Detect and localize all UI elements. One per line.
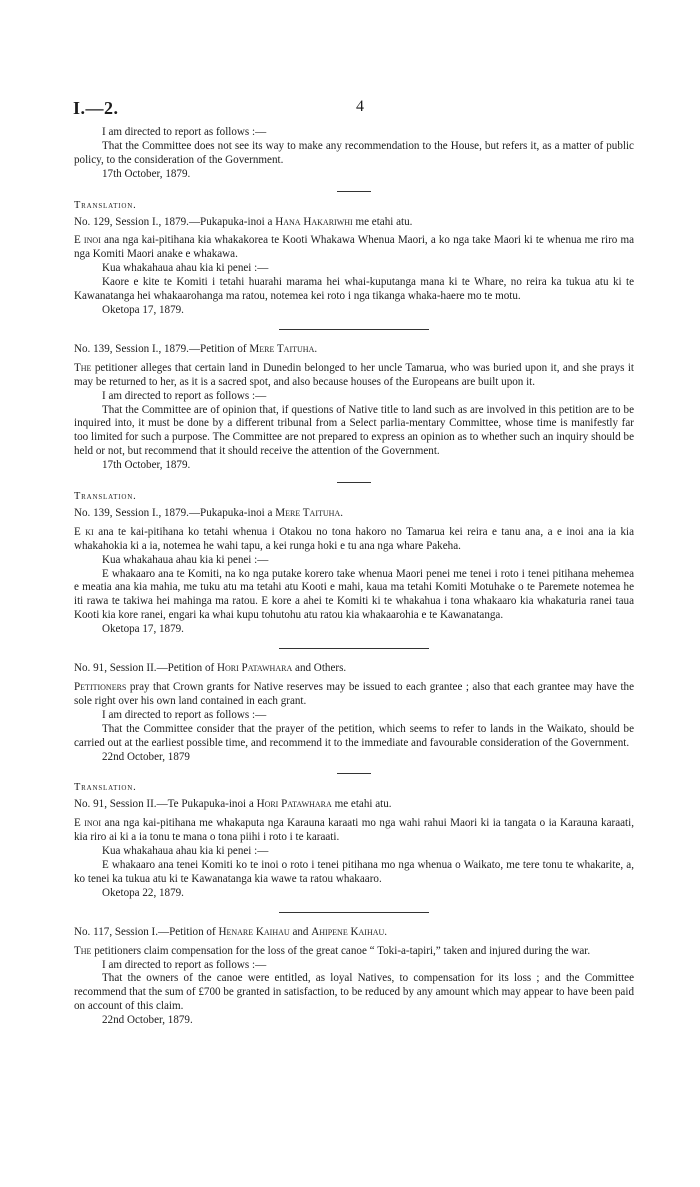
lead-words: Petitioners bbox=[74, 681, 127, 693]
page-header bbox=[73, 98, 633, 118]
report-text: That the Committee are of opinion that, if questions of Native title to land such as are involved in this petition are to be inquired into, it must be done by a different tribunal from a Select parlia-mentary Committee, whose time is manifestly far too limited for such a purpose. The Committee are not prepared to express an opinion as to whether such an inquiry should be held or not, but recommend that it should receive the attention of the Government. bbox=[74, 403, 634, 458]
report-text: E whakaaro ana tenei Komiti ko te inoi o roto i tenei pitihana mo nga whenua o Waikato, me tere tonu te whakarite, a, ko tenei ka tukua atu ki te Kawanatanga kia wawe ta ratou whakaaro. bbox=[74, 858, 634, 885]
report-intro: I am directed to report as follows :— bbox=[102, 958, 267, 971]
petition-body: The petitioners claim compensation for the loss of the great canoe “ Toki-a-tapiri,” taken and injured during the war. bbox=[74, 944, 591, 957]
report-intro: Kua whakahaua ahau kia ki penei :— bbox=[102, 845, 269, 858]
lead-words: E inoi bbox=[74, 817, 102, 830]
petitioner-name: Hori Patawhara bbox=[256, 798, 332, 811]
section-divider bbox=[279, 329, 429, 330]
petition-heading: No. 129, Session I., 1879.—Pukapuka-inoi a Hana Hakariwhi me etahi atu. bbox=[74, 215, 413, 228]
translation-label: Translation. bbox=[74, 782, 137, 794]
translation-section-129 bbox=[74, 199, 634, 318]
report-date: Oketopa 17, 1879. bbox=[102, 303, 184, 316]
petition-heading: No. 91, Session II.—Te Pukapuka-inoi a Hori Patawhara me etahi atu. bbox=[74, 798, 392, 811]
report-date: Oketopa 17, 1879. bbox=[102, 623, 184, 636]
report-intro: Kua whakahaua ahau kia ki penei :— bbox=[102, 553, 269, 566]
petition-heading: No. 139, Session I., 1879.—Pukapuka-inoi a Mere Taituha. bbox=[74, 506, 343, 519]
page-content bbox=[74, 126, 634, 1028]
report-intro: I am directed to report as follows :— bbox=[102, 389, 267, 402]
petitioner-name: Hori Patawhara bbox=[217, 662, 293, 675]
translation-section-91 bbox=[74, 781, 634, 900]
report-text: E whakaaro ana te Komiti, na ko nga putake korero take whenua Maori penei me tenei i roto i tenei pitihana mehemea e meatia ana kia mahia, me tuku atu ma tetahi atu Kooti e mahi, kaua ma tetahi Komiti Motuhake o te Paremete notemea he iti rawa te takiwa hei mahinga ma ratou. E kore a ahei te Komiti ki te whakahua i tona whakaaro kia whakaturia ranei taua Kooti kia kore ranei, engari ka whai kupu tohutohu atu ratou kia whakaarohia e te Kawanatanga. bbox=[74, 567, 634, 622]
petitioner-name: Henare Kaihau bbox=[218, 925, 290, 938]
report-date: 22nd October, 1879. bbox=[102, 1014, 193, 1027]
petitioner-name-2: Ahipene Kaihau. bbox=[311, 925, 388, 938]
petitioner-name: Hana Hakariwhi bbox=[275, 215, 353, 228]
section-divider bbox=[279, 648, 429, 649]
lead-words: E inoi bbox=[74, 234, 101, 247]
report-date: 17th October, 1879. bbox=[102, 167, 191, 180]
report-date: 17th October, 1879. bbox=[102, 459, 191, 472]
page-number: 4 bbox=[356, 98, 364, 115]
petition-body: E ki ana te kai-pitihana ko tetahi whenua i Otakou no tona hakoro no Tamarua kei reira e tanu ana, a e inoi ana ia kia whakahokia ki a ia, notemea he wahi tapu, a kei runga hoki e tu ana nga whare Pakeha. bbox=[74, 525, 635, 552]
translation-label: Translation. bbox=[74, 199, 137, 211]
report-text: That the owners of the canoe were entitled, as loyal Natives, to compensation for its loss ; and the Committee recommend that the sum of £700 be granted in satisfaction, to be reduced by any amount which may appear to have been paid on account of this claim. bbox=[74, 972, 634, 1013]
lead-words: The bbox=[74, 361, 92, 374]
petition-heading: No. 91, Session II.—Petition of Hori Patawhara and Others. bbox=[74, 662, 347, 675]
translation-section-139 bbox=[74, 490, 634, 637]
petition-section-139 bbox=[74, 343, 634, 473]
report-intro: I am directed to report as follows :— bbox=[102, 708, 267, 721]
petitioner-name: Mere Taituha. bbox=[249, 342, 318, 355]
report-date: 22nd October, 1879 bbox=[102, 750, 190, 763]
petition-body: Petitioners pray that Crown grants for Native reserves may be issued to each grantee ; also that each grantee may have the sole right over his own land contained in each grant. bbox=[74, 681, 634, 707]
report-text: That the Committee does not see its way to make any recommendation to the House, but refers it, as a matter of public policy, to the consideration of the Government. bbox=[74, 139, 634, 166]
report-date: Oketopa 22, 1879. bbox=[102, 886, 184, 899]
petition-section-117 bbox=[74, 926, 634, 1028]
section-divider bbox=[337, 191, 371, 192]
petition-heading: No. 117, Session I.—Petition of Henare Kaihau and Ahipene Kaihau. bbox=[74, 925, 388, 938]
petition-body: The petitioner alleges that certain land in Dunedin belonged to her uncle Tamarua, who was buried upon it, and she prays it may be returned to her, as it is a sacred spot, and also because houses of the Europeans are built upon it. bbox=[74, 361, 634, 388]
report-text: Kaore e kite te Komiti i tetahi huarahi marama hei whai-kuputanga mana ki te Whare, no reira ka tukua atu ki te Kawanatanga hei whakaarohanga ma ratou, notemea kei roto i nga tikanga whaka-haere mo te motu. bbox=[74, 276, 634, 303]
paper-reference: I.—2. bbox=[73, 98, 119, 118]
report-section-1 bbox=[74, 126, 634, 182]
lead-words: E ki bbox=[74, 525, 94, 538]
report-text: That the Committee consider that the prayer of the petition, which seems to refer to lands in the Waikato, should be carried out at the earliest possible time, and recommend it to the immediate and favourable consideration of the Government. bbox=[74, 722, 634, 749]
translation-label: Translation. bbox=[74, 491, 137, 503]
petition-body: E inoi ana nga kai-pitihana kia whakakorea te Kooti Whakawa Whenua Maori, a ko nga take Maori ki te whenua me riro ma nga Komiti Maori anake e whakawa. bbox=[74, 234, 634, 261]
section-divider bbox=[337, 773, 371, 774]
petition-heading: No. 139, Session I., 1879.—Petition of Mere Taituha. bbox=[74, 342, 318, 355]
petition-body: E inoi ana nga kai-pitihana me whakaputa nga Karauna karaati mo nga wahi rahui Maori ki ia tangata o ia Karauna karaati, kia riro ai ki a ia tonu te mana o tona piihi i roto i te karaati. bbox=[74, 817, 634, 844]
report-intro: I am directed to report as follows :— bbox=[102, 126, 267, 138]
petitioner-name: Mere Taituha. bbox=[275, 506, 343, 519]
petition-section-91 bbox=[74, 662, 634, 764]
section-divider bbox=[279, 912, 429, 913]
lead-words: The bbox=[74, 944, 92, 957]
report-intro: Kua whakahaua ahau kia ki penei :— bbox=[102, 262, 269, 275]
section-divider bbox=[337, 482, 371, 483]
